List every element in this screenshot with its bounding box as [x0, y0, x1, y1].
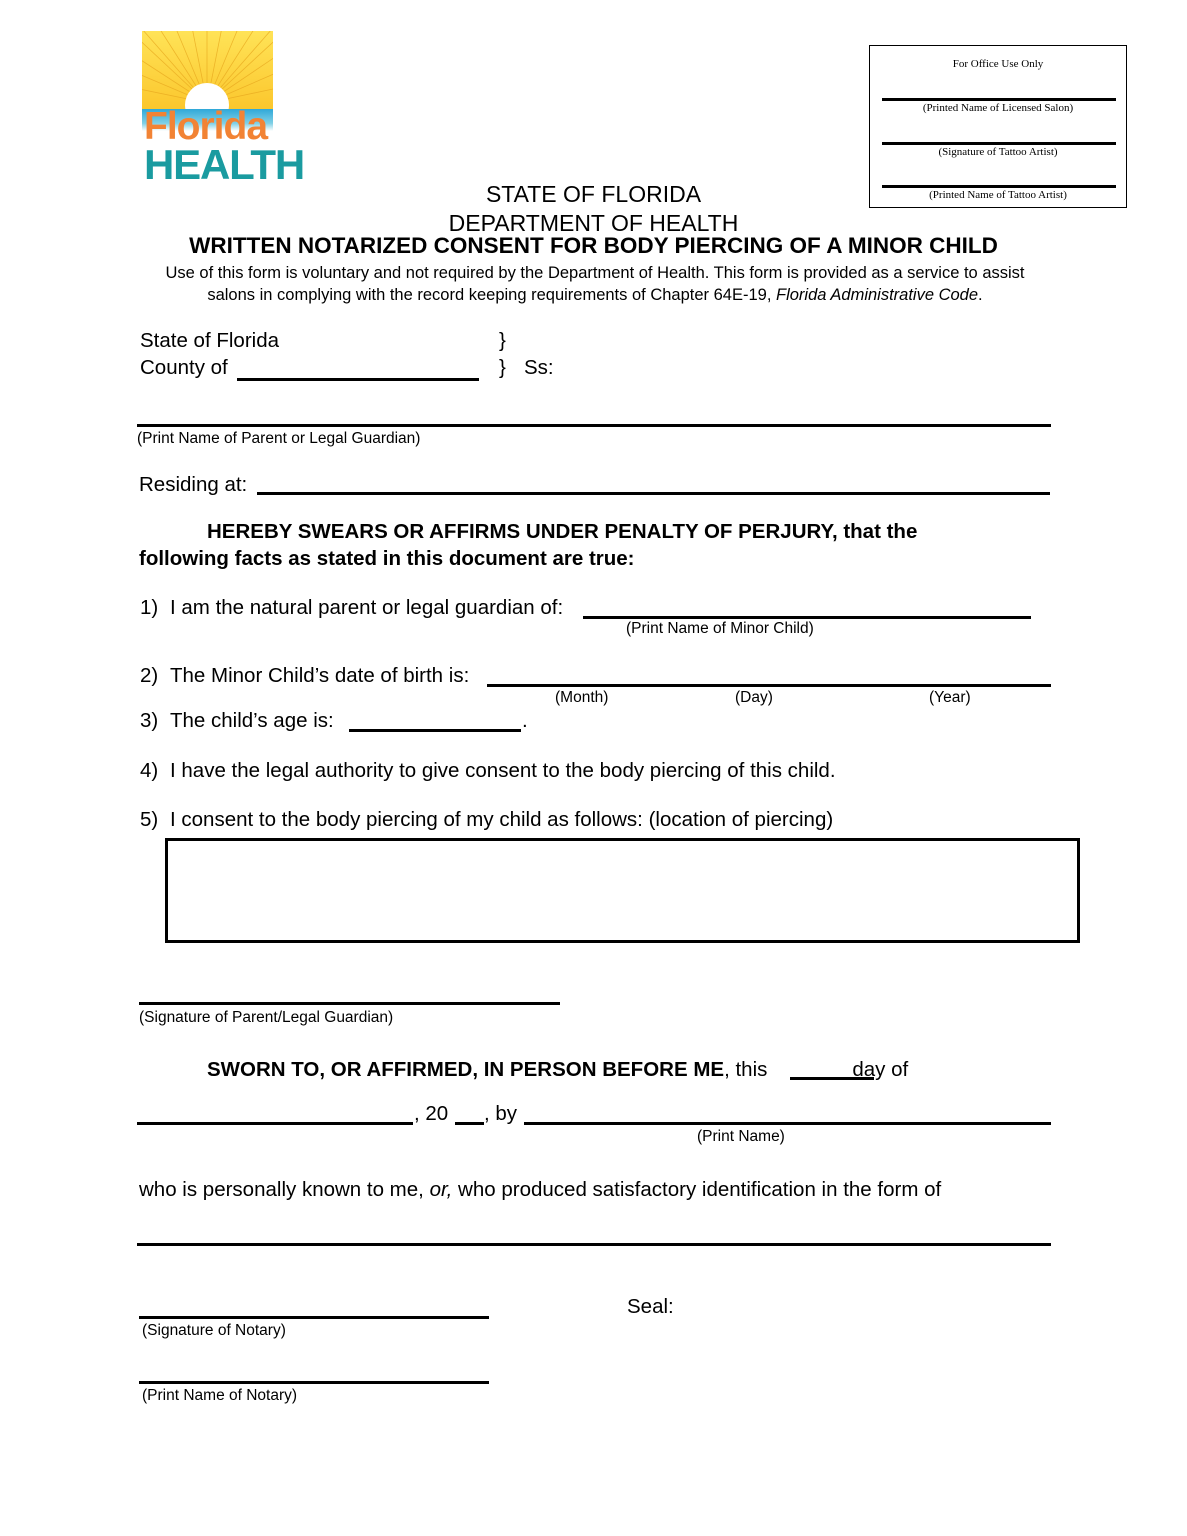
- brace-top: }: [499, 329, 506, 352]
- personally-known-or: or,: [429, 1178, 453, 1201]
- logo-text-florida: Florida: [144, 105, 268, 148]
- item-3-blank-line[interactable]: [349, 729, 521, 732]
- item-5-number: 5): [140, 808, 159, 831]
- residing-at-blank-line[interactable]: [257, 492, 1050, 495]
- seal-label: Seal:: [627, 1295, 674, 1318]
- florida-health-logo: [142, 31, 305, 188]
- notary-print-name-blank-line[interactable]: [524, 1122, 1051, 1125]
- item-3-period: .: [522, 709, 528, 732]
- sworn-to-bold: SWORN TO, OR AFFIRMED, IN PERSON BEFORE ME: [207, 1058, 725, 1081]
- item-1-number: 1): [140, 596, 159, 619]
- item-4-number: 4): [140, 759, 159, 782]
- item-1-blank-line[interactable]: [583, 616, 1031, 619]
- item-2-text: The Minor Child’s date of birth is:: [170, 664, 470, 687]
- parent-signature-blank-line[interactable]: [139, 1002, 560, 1005]
- office-rule-2: [882, 142, 1116, 145]
- oath-line-2: following facts as stated in this document are true:: [139, 547, 635, 570]
- item-2-number: 2): [140, 664, 159, 687]
- page-title: WRITTEN NOTARIZED CONSENT FOR BODY PIERCING OF A MINOR CHILD: [189, 233, 998, 258]
- item-3-number: 3): [140, 709, 159, 732]
- oath-line-1: HEREBY SWEARS OR AFFIRMS UNDER PENALTY OF PERJURY, that the: [207, 520, 918, 543]
- notary-print-name-caption: (Print Name): [697, 1128, 785, 1145]
- parent-name-caption: (Print Name of Parent or Legal Guardian): [137, 430, 421, 447]
- agency-line-1: STATE OF FLORIDA: [485, 181, 702, 207]
- personally-known-text: who is personally known to me,: [139, 1178, 430, 1201]
- item-4-text: I have the legal authority to give consent to the body piercing of this child.: [170, 759, 836, 782]
- state-of-florida-label: State of Florida: [140, 329, 280, 352]
- subtitle-italic-code: Florida Administrative Code: [775, 286, 979, 304]
- year-prefix-label: , 20: [414, 1102, 449, 1125]
- notary-printname-caption: (Print Name of Notary): [142, 1387, 298, 1404]
- sun-icon: [142, 31, 273, 111]
- notary-printname-blank-line[interactable]: [139, 1381, 489, 1384]
- year-blank-line[interactable]: [455, 1122, 484, 1125]
- piercing-location-textbox[interactable]: [165, 838, 1080, 943]
- item-3-text: The child’s age is:: [170, 709, 334, 732]
- item-1-text: I am the natural parent or legal guardian of:: [170, 596, 564, 619]
- office-use-title: For Office Use Only: [952, 58, 1044, 70]
- by-label: , by: [484, 1102, 518, 1125]
- parent-signature-caption: (Signature of Parent/Legal Guardian): [139, 1009, 394, 1026]
- identification-blank-line[interactable]: [137, 1243, 1051, 1246]
- residing-at-label: Residing at:: [139, 473, 248, 496]
- sworn-day-blank-line[interactable]: [790, 1077, 874, 1080]
- office-rule-1: [882, 98, 1116, 101]
- subtitle-paragraph: [145, 262, 1045, 306]
- item-1-caption: (Print Name of Minor Child): [626, 620, 814, 637]
- month-blank-line[interactable]: [137, 1122, 413, 1125]
- county-blank-line[interactable]: [237, 378, 479, 381]
- item-2-caption-day: (Day): [735, 689, 773, 706]
- ss-label: Ss:: [524, 356, 554, 379]
- item-2-caption-month: (Month): [555, 689, 609, 706]
- agency-line-2: DEPARTMENT OF HEALTH: [448, 210, 739, 236]
- notary-signature-caption: (Signature of Notary): [142, 1322, 286, 1339]
- sworn-to-dayof: day of: [852, 1058, 909, 1081]
- office-caption-salon: (Printed Name of Licensed Salon): [922, 102, 1074, 114]
- personally-known-text-end: who produced satisfactory identification in the form of: [452, 1178, 942, 1201]
- brace-bottom: }: [499, 356, 506, 379]
- sworn-to-this: , this: [724, 1058, 768, 1081]
- subtitle-text: Use of this form is voluntary and not required by the Department of Health. This form is provided as a service to assist salons in complying with the record keeping requirements of Chapter 64E-19,: [165, 264, 1025, 304]
- personally-known-line: [139, 1176, 941, 1203]
- parent-name-blank-line[interactable]: [137, 424, 1051, 427]
- item-5-text: I consent to the body piercing of my child as follows: (location of piercing): [170, 808, 834, 831]
- county-of-label: County of: [140, 356, 228, 379]
- item-2-caption-year: (Year): [929, 689, 971, 706]
- notary-signature-blank-line[interactable]: [139, 1316, 489, 1319]
- subtitle-period: .: [978, 286, 983, 304]
- office-caption-tattoo-name: (Printed Name of Tattoo Artist): [929, 189, 1067, 201]
- item-2-blank-line[interactable]: [487, 684, 1051, 687]
- office-caption-tattoo-signature: (Signature of Tattoo Artist): [938, 146, 1058, 158]
- logo-text-health: HEALTH: [144, 141, 305, 188]
